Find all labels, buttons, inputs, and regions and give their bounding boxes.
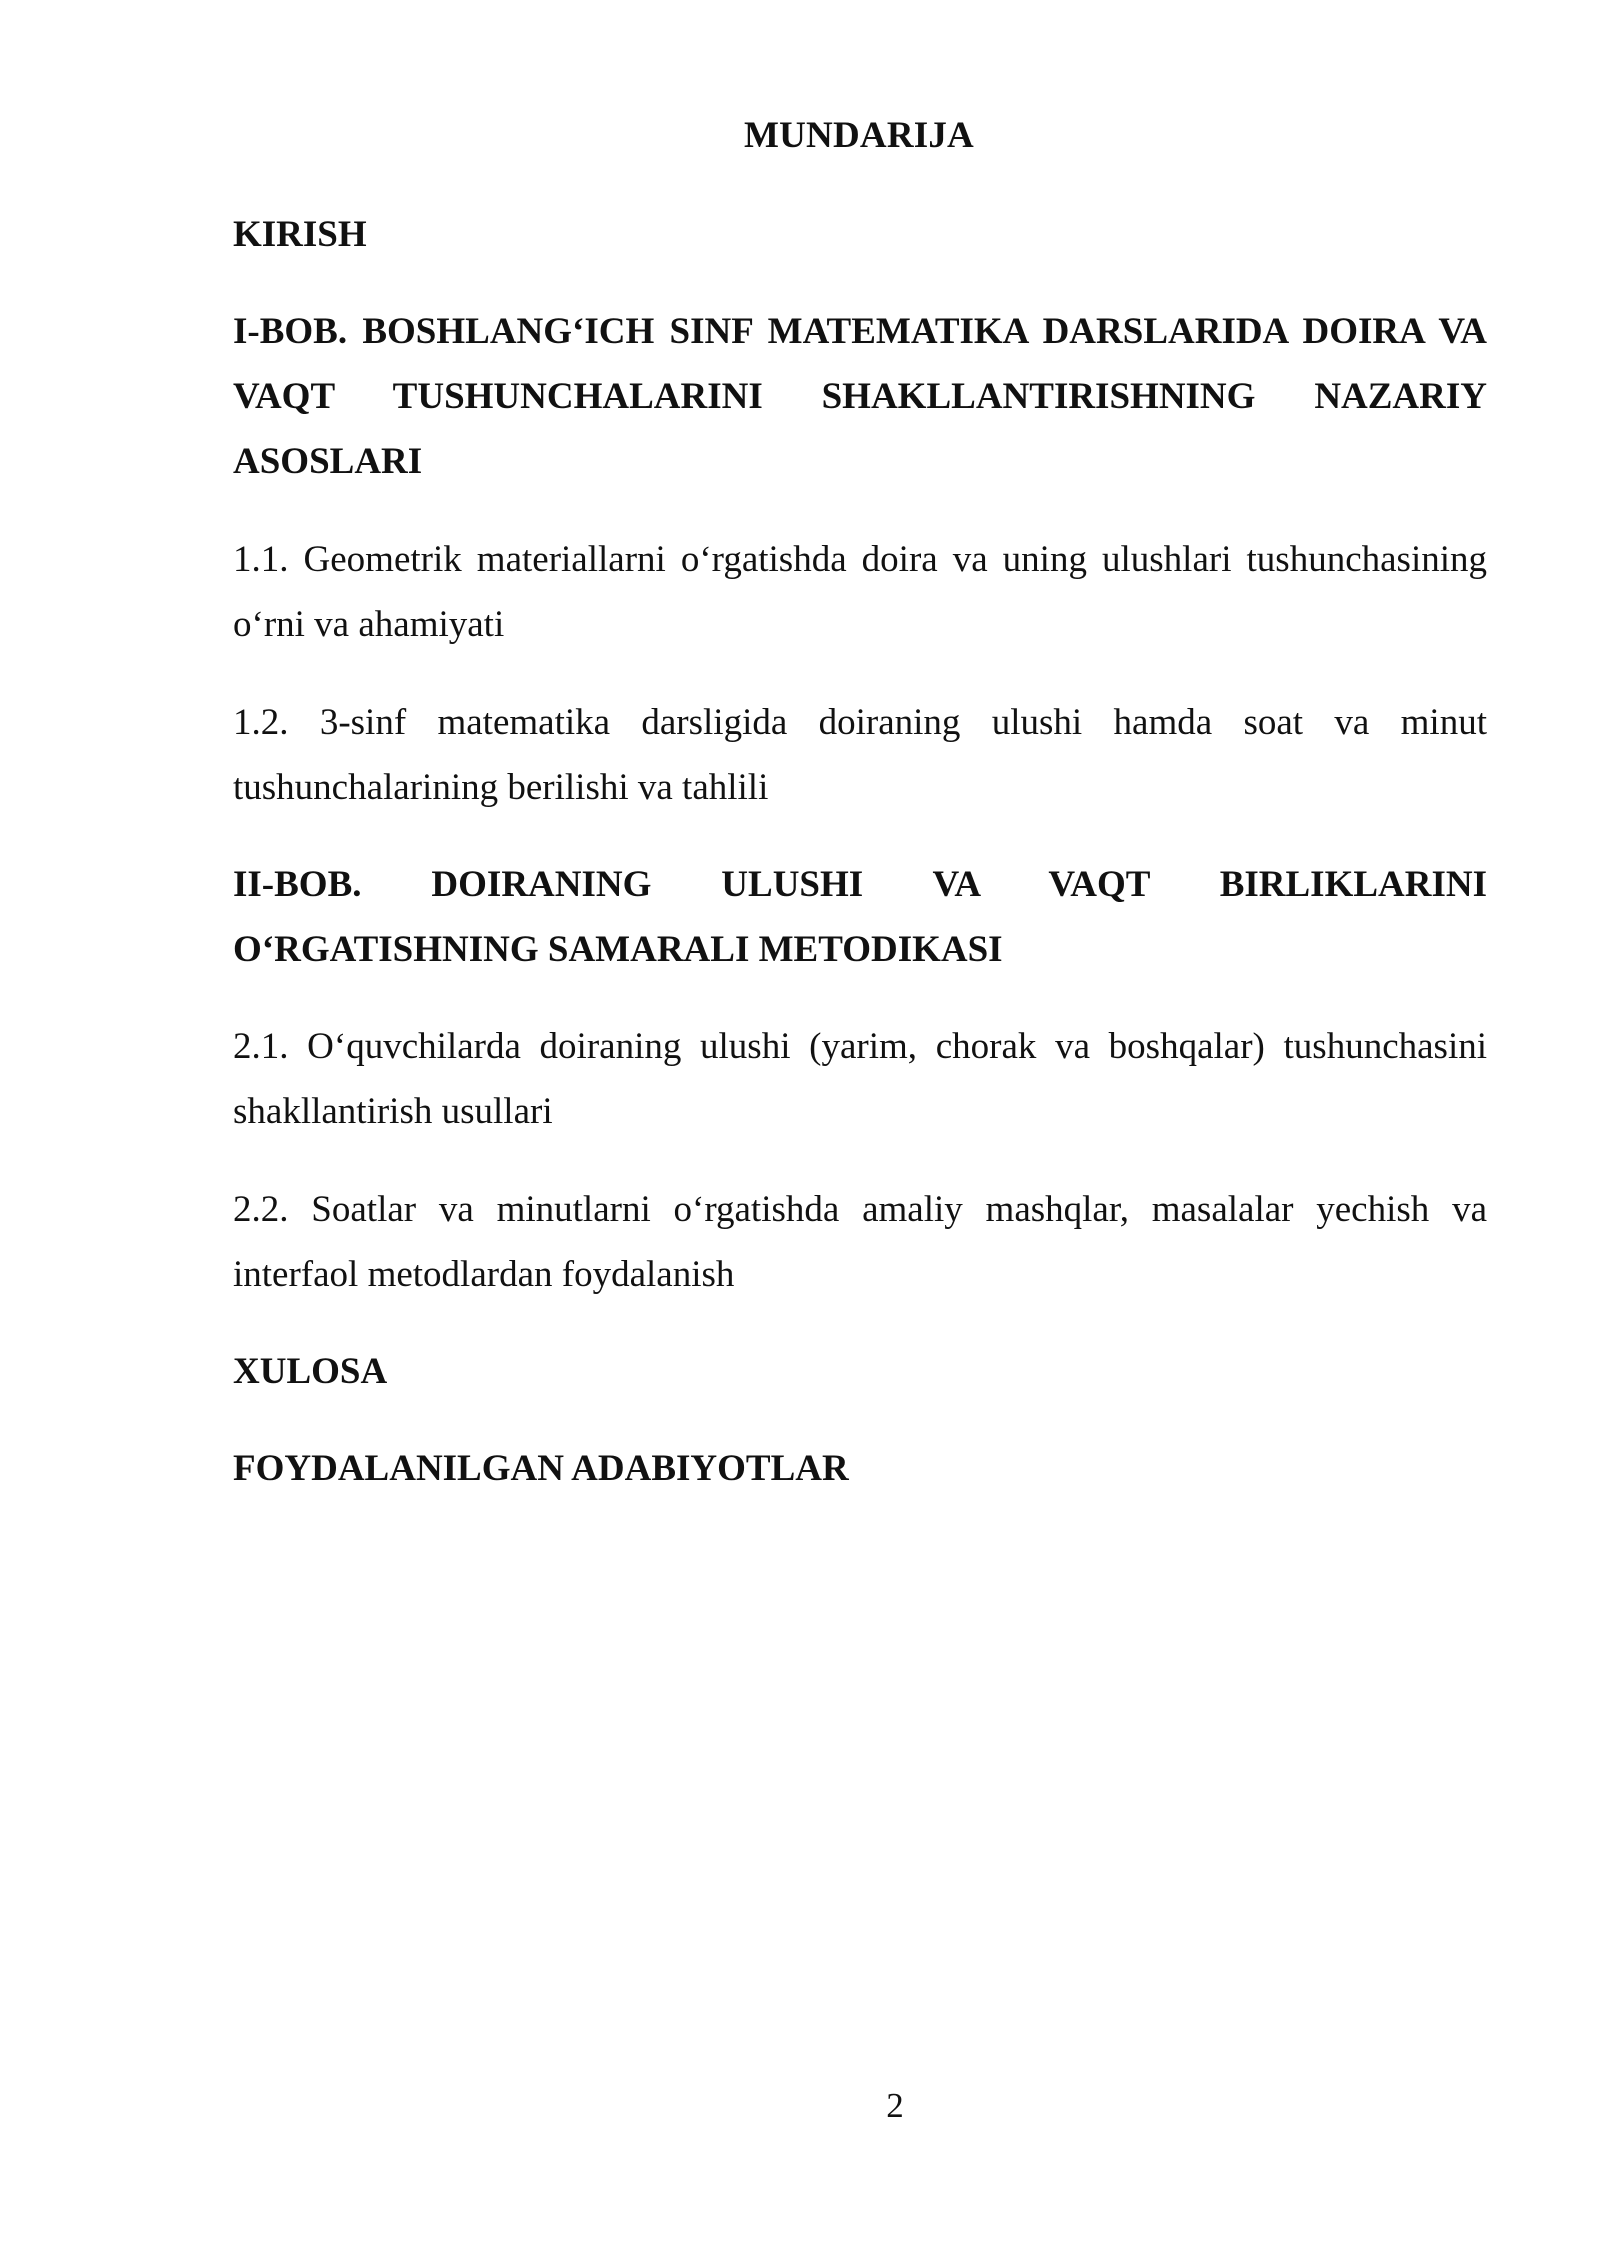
toc-entry-section-2-2: 2.2. Soatlar va minutlarni o‘rgatishda amaliy mashqlar, masalalar yechish va interfaol metodlardan foydalanish — [233, 1189, 1487, 1295]
toc-entry-section-1-2: 1.2. 3-sinf matematika darsligida doiraning ulushi hamda soat va minut tushunchalarining berilishi va tahlili — [233, 702, 1487, 808]
page-title: MUNDARIJA — [744, 115, 974, 156]
toc-entry-section-2-1: 2.1. O‘quvchilarda doiraning ulushi (yarim, chorak va boshqalar) tushunchasini shakllantirish usullari — [233, 1026, 1487, 1132]
toc-entry-section-1-1: 1.1. Geometrik materiallarni o‘rgatishda doira va uning ulushlari tushunchasining o‘rni va ahamiyati — [233, 539, 1487, 645]
toc-entry-kirish: KIRISH — [233, 214, 367, 255]
toc-entry-chapter-2: II-BOB. DOIRANING ULUSHI VA VAQT BIRLIKLARINI O‘RGATISHNING SAMARALI METODIKASI — [233, 864, 1487, 970]
toc-entry-xulosa: XULOSA — [233, 1351, 388, 1392]
toc-entry-references: FOYDALANILGAN ADABIYOTLAR — [233, 1448, 849, 1489]
page-number: 2 — [886, 2086, 904, 2125]
toc-entry-chapter-1: I-BOB. BOSHLANG‘ICH SINF MATEMATIKA DARSLARIDA DOIRA VA VAQT TUSHUNCHALARINI SHAKLLANTIRISHNING NAZARIY ASOSLARI — [233, 311, 1487, 482]
